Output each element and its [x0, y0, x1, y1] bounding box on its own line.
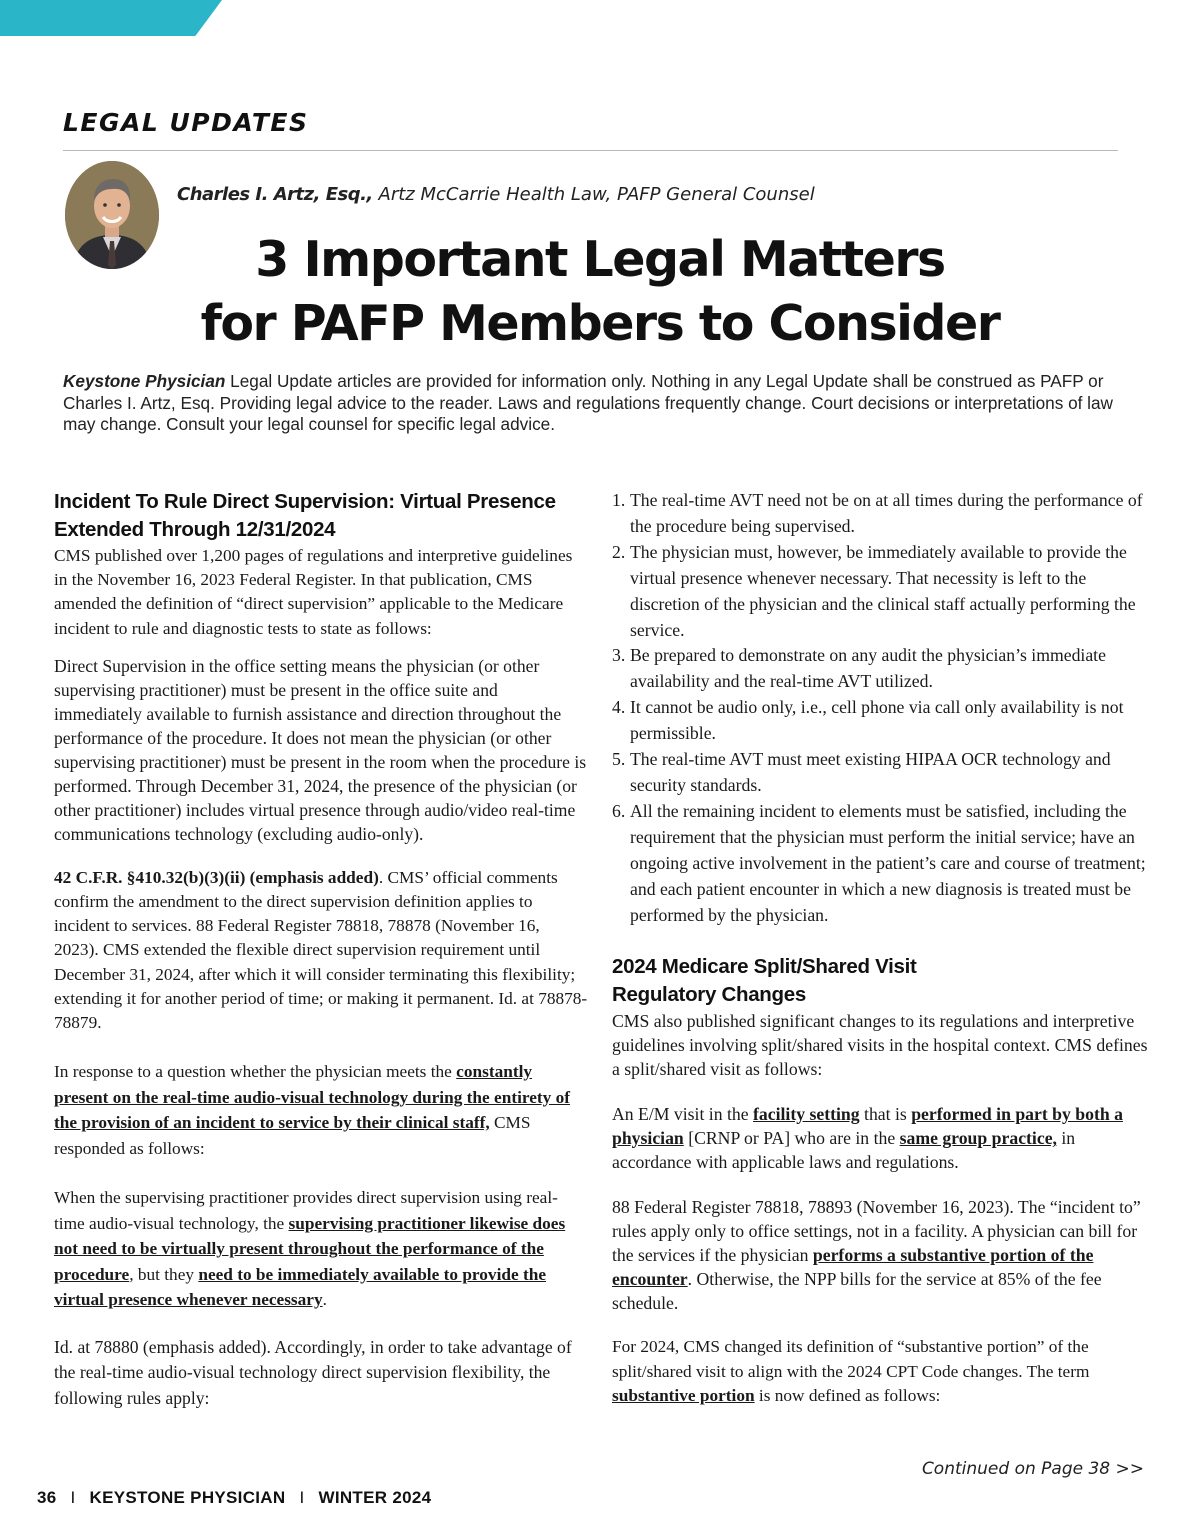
list-number: 4.: [612, 697, 626, 718]
footer-issue: WINTER 2024: [318, 1488, 432, 1507]
right-column: [612, 488, 1148, 1408]
right-paragraph-1: CMS also published significant changes to its regulations and interpretive guidelines involving split/shared visits in the hospital context. CMS defines a split/shared visit as follows:: [612, 1011, 1148, 1080]
right-paragraph-3-text-a: 88 Federal Register 78818, 78893 (November 16, 2023). The “incident to” rules apply only to office settings, not in a facility. A physician can bill for the services if the physician: [612, 1197, 1141, 1266]
article-title: [150, 228, 1050, 356]
right-paragraph-2-text-d: in accordance with applicable laws and regulations.: [612, 1128, 1076, 1173]
author-affiliation: Artz McCarrie Health Law, PAFP General Counsel: [378, 184, 815, 205]
left-paragraph-5-text-b: , but they: [129, 1264, 199, 1284]
list-item: [612, 799, 1148, 929]
list-item-text: The physician must, however, be immediately available to provide the virtual presence whenever necessary. That necessity is left to the discretion of the physician and the clinical staff actually performing the service.: [630, 541, 1136, 640]
list-item: [612, 695, 1148, 747]
disclaimer: [63, 371, 1143, 436]
left-paragraph-5: [54, 1185, 588, 1313]
split-shared-heading: 2024 Medicare Split/Shared Visit Regulatory Changes: [612, 955, 917, 1007]
title-line-2: for PAFP Members to Consider: [200, 295, 1000, 352]
left-paragraph-4-text-a: In response to a question whether the physician meets the: [54, 1062, 457, 1082]
direct-supervision-definition: Direct Supervision in the office setting means the physician (or other supervising practitioner) must be present in the office suite and immediately available to furnish assistance and direction throughout the performance of the procedure. It does not mean the physician (or other supervising practitioner) must be present in the room when the procedure is performed. Through December 31, 2024, the presence of the physician (or other practitioner) includes virtual presence through audio/video real-time communications technology (excluding audio-only).: [54, 655, 587, 844]
corner-accent: [0, 0, 222, 36]
left-paragraph-4-emphasis: constantly present on the real-time audio-visual technology during the entirety of the provision of an incident to service by their clinical staff,: [54, 1062, 571, 1133]
right-paragraph-2-text-a: An E/M visit in the: [612, 1104, 754, 1125]
left-paragraph-4-text-b: CMS responded as follows:: [54, 1113, 531, 1158]
right-paragraph-4-text-a: For 2024, CMS changed its definition of “substantive portion” of the split/shared visit to align with the 2024 CPT Code changes. The term: [612, 1337, 1090, 1381]
title-line-1: 3 Important Legal Matters: [255, 231, 945, 288]
author-photo: [65, 161, 159, 269]
footer-separator: I: [299, 1488, 305, 1507]
page-footer: [37, 1488, 431, 1508]
section-label: LEGAL UPDATES: [63, 108, 309, 137]
right-paragraph-4-text-b: is now defined as follows:: [754, 1385, 941, 1405]
left-paragraph-5-emphasis-2: need to be immediately available to provide the virtual presence whenever necessary: [54, 1264, 547, 1310]
list-item: [612, 488, 1148, 540]
header-divider: [63, 150, 1118, 151]
left-paragraph-1: CMS published over 1,200 pages of regulations and interpretive guidelines in the November 16, 2023 Federal Register. In that publication, CMS amended the definition of “direct supervision” applicable to the Medicare incident to rule and diagnostic tests to state as follows:: [54, 546, 573, 638]
left-paragraph-4: [54, 1059, 588, 1161]
left-paragraph-3-text: . CMS’ official comments confirm the amendment to the direct supervision definition applies to incident to services. 88 Federal Register 78818, 78878 (November 16, 2023). CMS extended the flexible direct supervision requirement until December 31, 2024, after which it will consider terminating this flexibility; extending it for another period of time; or making it permanent. Id. at 78878-78879.: [54, 867, 588, 1033]
right-paragraph-3-text-b: . Otherwise, the NPP bills for the service at 85% of the fee schedule.: [612, 1269, 1102, 1314]
list-item: [612, 643, 1148, 695]
footer-separator: I: [70, 1488, 76, 1507]
left-paragraph-5-text-a: When the supervising practitioner provides direct supervision using real-time audio-visual technology, the: [54, 1188, 558, 1233]
list-number: 5.: [612, 749, 626, 770]
list-item-text: The real-time AVT need not be on at all times during the performance of the procedure being supervised.: [630, 490, 1143, 536]
continued-link[interactable]: Continued on Page 38 >>: [921, 1459, 1144, 1479]
list-number: 3.: [612, 645, 626, 666]
right-paragraph-4-emphasis: substantive portion: [612, 1385, 755, 1405]
list-item-text: It cannot be audio only, i.e., cell phone via call only availability is not permissible.: [630, 697, 1124, 744]
incident-to-heading: Incident To Rule Direct Supervision: Virtual Presence Extended Through 12/31/2024: [54, 490, 556, 541]
list-item-text: Be prepared to demonstrate on any audit the physician’s immediate availability and the real-time AVT utilized.: [630, 645, 1106, 692]
right-paragraph-2-emphasis-2: performed in part by both a physician: [612, 1104, 1123, 1149]
list-number: 6.: [612, 800, 626, 821]
list-item: [612, 540, 1148, 644]
right-paragraph-4: [612, 1335, 1148, 1408]
list-item: [612, 747, 1148, 799]
avt-rules-list: [612, 488, 1148, 928]
cfr-citation: 42 C.F.R. §410.32(b)(3)(ii) (emphasis added): [54, 867, 379, 887]
right-paragraph-3: [612, 1195, 1148, 1315]
right-paragraph-3-emphasis: performs a substantive portion of the encounter: [612, 1245, 1094, 1290]
list-item-text: The real-time AVT must meet existing HIPAA OCR technology and security standards.: [630, 749, 1111, 795]
list-number: 2.: [612, 541, 626, 562]
right-paragraph-2-text-c: [CRNP or PA] who are in the: [683, 1128, 900, 1149]
disclaimer-publication: Keystone Physician: [63, 371, 226, 391]
left-paragraph-5-text-c: .: [322, 1290, 327, 1310]
left-paragraph-5-emphasis-1: supervising practitioner likewise does not need to be virtually present throughout the performance of the procedure: [54, 1213, 566, 1284]
split-shared-definition: [612, 1102, 1148, 1174]
right-paragraph-2-emphasis-3: same group practice,: [899, 1128, 1057, 1149]
right-paragraph-2-text-b: that is: [859, 1104, 912, 1125]
right-paragraph-2-emphasis-1: facility setting: [753, 1104, 860, 1125]
left-paragraph-6: Id. at 78880 (emphasis added). Accordingly, in order to take advantage of the real-time audio-visual technology direct supervision flexibility, the following rules apply:: [54, 1336, 572, 1408]
page-number: 36: [37, 1488, 57, 1507]
byline: [177, 184, 815, 205]
footer-publication: KEYSTONE PHYSICIAN: [89, 1488, 286, 1507]
author-name: Charles I. Artz, Esq.,: [177, 184, 373, 205]
left-paragraph-3: [54, 866, 588, 1035]
disclaimer-text: Legal Update articles are provided for information only. Nothing in any Legal Update shall be construed as PAFP or Charles I. Artz, Esq. Providing legal advice to the reader. Laws and regulations frequently change. Court decisions or interpretations of law may change. Consult your legal counsel for specific legal advice.: [63, 371, 1113, 434]
list-number: 1.: [612, 490, 626, 510]
list-item-text: All the remaining incident to elements must be satisfied, including the requirement that the physician must perform the initial service; have an ongoing active involvement in the patient’s care and course of treatment; and each patient encounter in which a new diagnosis is treated must be performed by the physician.: [630, 800, 1146, 925]
left-column: [54, 488, 588, 1411]
author-portrait-icon: [65, 161, 159, 269]
